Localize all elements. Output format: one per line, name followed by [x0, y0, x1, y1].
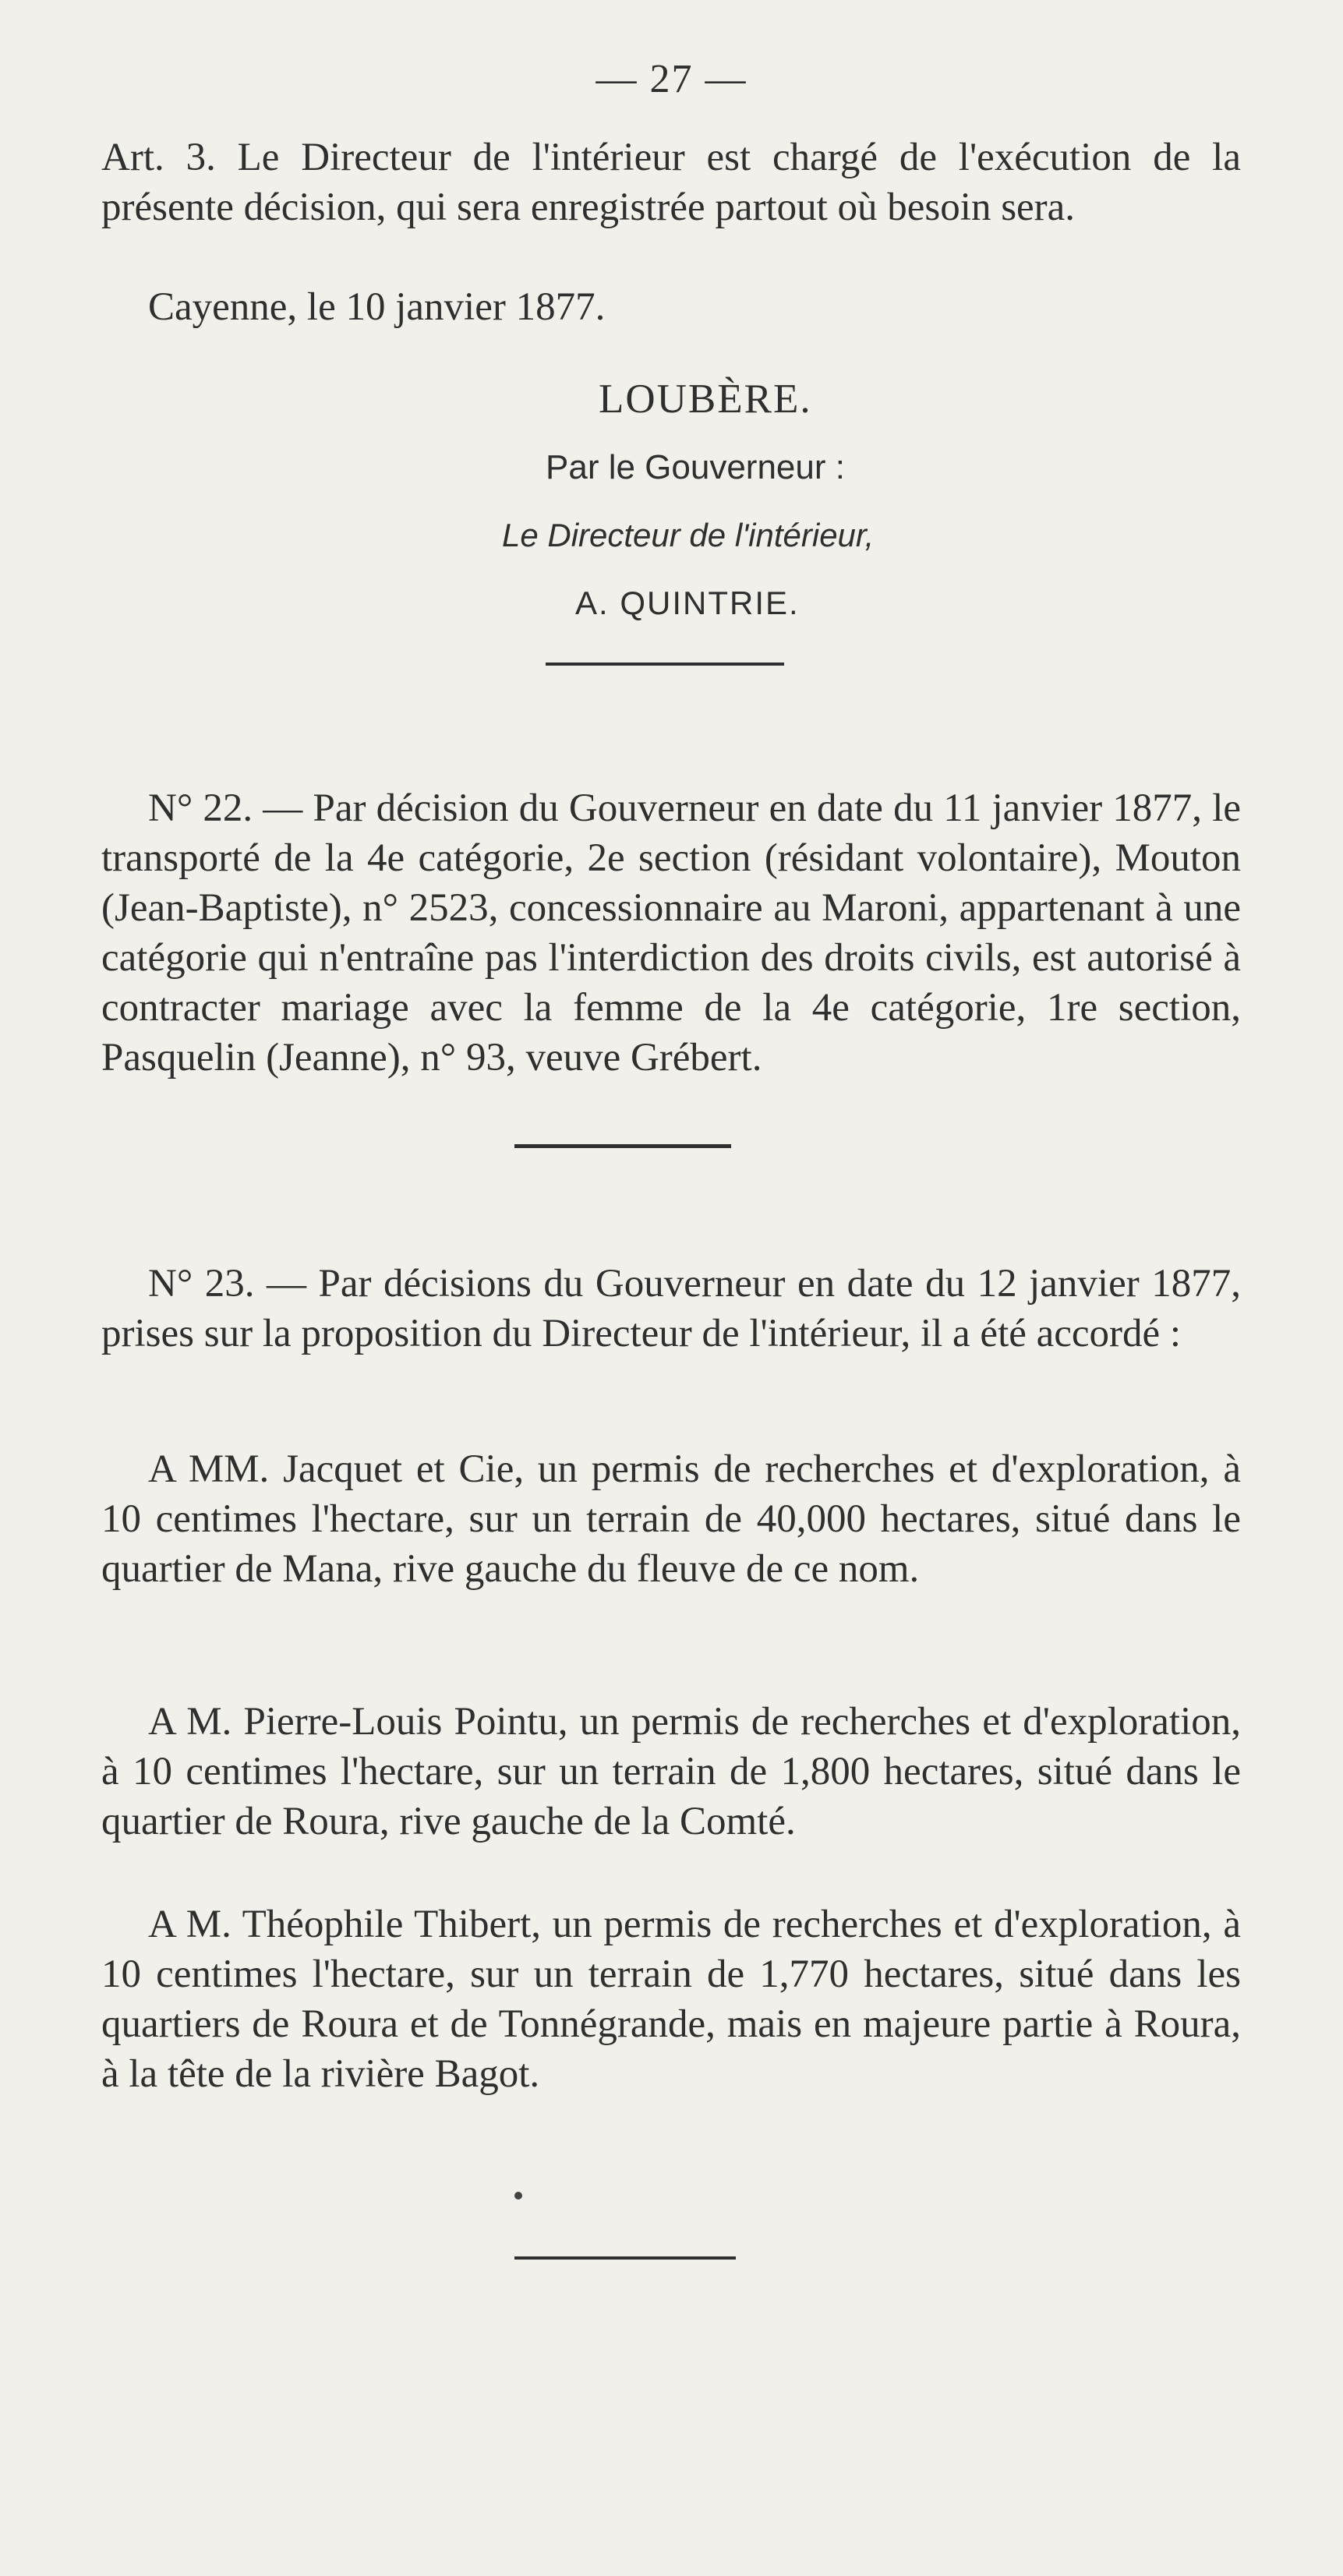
decision-22-paragraph: N° 22. — Par décision du Gouverneur en date du 11 janvier 1877, le transporté de la 4e catégorie, 2e section (résidant volontaire), Mouton (Jean-Baptiste), n° 2523, concessionnaire au Maroni, appartenant à une catégorie qui n'entraîne pas l'interdiction des droits civils, est autorisé à contracter mariage avec la femme de la 4e catégorie, 1re section, Pasquelin (Jeanne), n° 93, veuve Grébert. [101, 786, 1241, 1080]
decision-23-item-jacquet: A MM. Jacquet et Cie, un permis de recherches et d'exploration, à 10 centimes l'hectare, sur un terrain de 40,000 hectares, situé dans le quartier de Mana, rive gauche du fleuve de ce nom. [101, 1447, 1241, 1591]
director-name: A. QUINTRIE. [575, 585, 800, 621]
decision-23-item-pointu: A M. Pierre-Louis Pointu, un permis de recherches et d'exploration, à 10 centimes l'hectare, sur un terrain de 1,800 hectares, situé dans le quartier de Roura, rive gauche de la Comté. [101, 1700, 1241, 1843]
place-date: Cayenne, le 10 janvier 1877. [148, 285, 606, 329]
signature-name: LOUBÈRE. [599, 376, 812, 422]
article-3-paragraph: Art. 3. Le Directeur de l'intérieur est chargé de l'exécution de la présente décision, qui sera enregistrée partout où besoin sera. [101, 136, 1241, 229]
section-divider [514, 1144, 731, 1148]
section-divider [514, 2256, 736, 2260]
decision-23-item-thibert: A M. Théophile Thibert, un permis de recherches et d'exploration, à 10 centimes l'hectare, sur un terrain de 1,770 hectares, situé dans les quartiers de Roura et de Tonnégrande, mais en majeure partie à Roura, à la tête de la rivière Bagot. [101, 1903, 1241, 2096]
director-title: Le Directeur de l'intérieur, [502, 517, 875, 553]
decision-23-intro: N° 23. — Par décisions du Gouverneur en date du 12 janvier 1877, prises sur la proposition du Directeur de l'intérieur, il a été accordé : [101, 1262, 1241, 1355]
section-divider [546, 663, 784, 666]
page-number: — 27 — [596, 57, 747, 101]
ink-dot [514, 2192, 522, 2200]
by-governor-line: Par le Gouverneur : [546, 448, 845, 486]
